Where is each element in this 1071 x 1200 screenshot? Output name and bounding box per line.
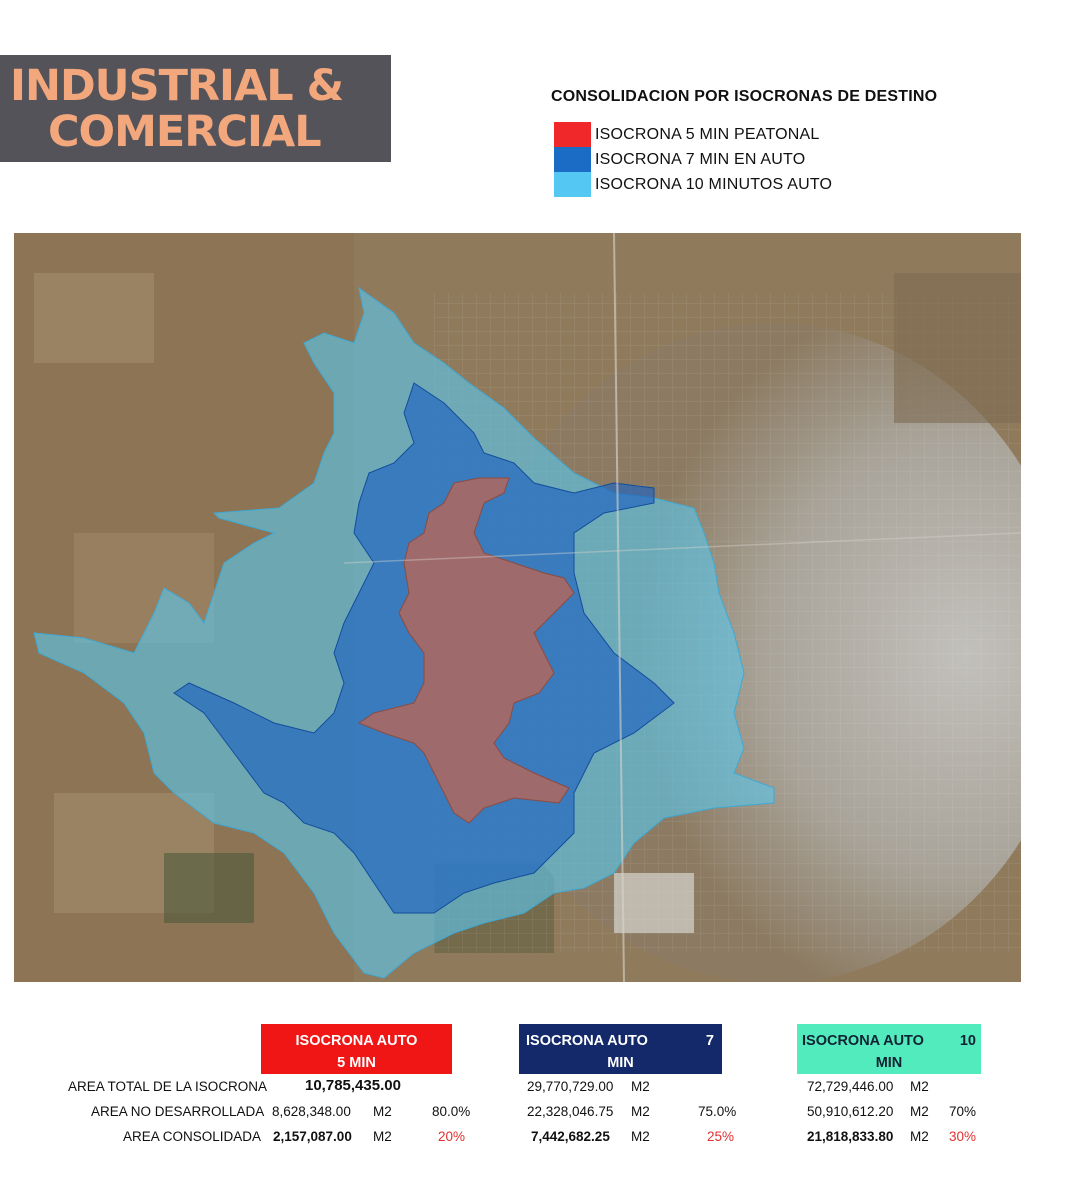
industrial-zone [614,873,694,933]
no-desarrollada-5-min: 8,628,348.00 [272,1104,351,1119]
consolidada-7-min: 7,442,682.25 [531,1129,610,1144]
unit-label: M2 [373,1129,392,1144]
row-label-consolidada: AREA CONSOLIDADA [123,1129,262,1144]
column-header-10-min [797,1024,981,1074]
column-header-line1-wrap [519,1030,722,1052]
legend-title: CONSOLIDACION POR ISOCRONAS DE DESTINO [551,88,938,105]
column-header-number: 7 [705,1033,714,1049]
legend-item-10-min [554,172,832,197]
column-header-5-min [261,1024,452,1074]
unit-label: M2 [373,1104,392,1119]
pct-consolidada-7-min: 25% [707,1129,735,1144]
no-desarrollada-10-min: 50,910,612.20 [807,1104,894,1119]
total-7-min: 29,770,729.00 [527,1079,614,1094]
unit-label: M2 [910,1104,929,1119]
legend-swatch-light-blue [554,172,591,197]
unit-label: M2 [910,1079,929,1094]
pct-consolidada-10-min: 30% [949,1129,977,1144]
column-header-line2: MIN [607,1055,634,1071]
no-desarrollada-7-min: 22,328,046.75 [527,1104,614,1119]
pct-no-desarrollada-7-min: 75.0% [698,1104,737,1119]
column-header-line2: 5 MIN [337,1055,376,1071]
satellite-map[interactable] [14,233,1021,982]
column-header-line1-wrap [797,1030,981,1052]
legend-swatch-red [554,122,591,147]
map-canvas [14,233,1021,982]
legend-item-7-min [554,147,832,172]
logo-line-1: INDUSTRIAL & [10,61,344,111]
pct-no-desarrollada-10-min: 70% [949,1104,977,1119]
brand-logo [0,55,391,162]
terrain-fields-1 [34,273,154,363]
consolidada-10-min: 21,818,833.80 [807,1129,894,1144]
row-label-total: AREA TOTAL DE LA ISOCRONA [68,1079,268,1094]
legend-label: ISOCRONA 7 MIN EN AUTO [595,150,806,168]
legend-label: ISOCRONA 10 MINUTOS AUTO [595,175,833,193]
column-header-line1: ISOCRONA AUTO [526,1033,648,1049]
unit-label: M2 [631,1104,650,1119]
pct-consolidada-5-min: 20% [438,1129,466,1144]
column-header-line1: ISOCRONA AUTO [295,1033,418,1049]
row-label-no-desarrollada: AREA NO DESARROLLADA [91,1104,265,1119]
unit-label: M2 [631,1129,650,1144]
logo-line-2: COMERCIAL [48,107,321,157]
mountain-ne [894,273,1021,423]
vegetation-1 [164,853,254,923]
pct-no-desarrollada-5-min: 80.0% [432,1104,471,1119]
column-header-line1: ISOCRONA AUTO [802,1033,924,1049]
unit-label: M2 [910,1129,929,1144]
legend-item-5-min [554,122,832,147]
consolidada-5-min: 2,157,087.00 [273,1129,352,1144]
column-header-7-min [519,1024,722,1074]
unit-label: M2 [631,1079,650,1094]
legend-swatch-blue [554,147,591,172]
map-legend [554,122,832,197]
column-header-line2: MIN [875,1055,903,1071]
legend-label: ISOCRONA 5 MIN PEATONAL [595,125,820,143]
total-5-min: 10,785,435.00 [305,1077,401,1094]
total-10-min: 72,729,446.00 [807,1079,894,1094]
column-header-number: 10 [959,1033,976,1049]
